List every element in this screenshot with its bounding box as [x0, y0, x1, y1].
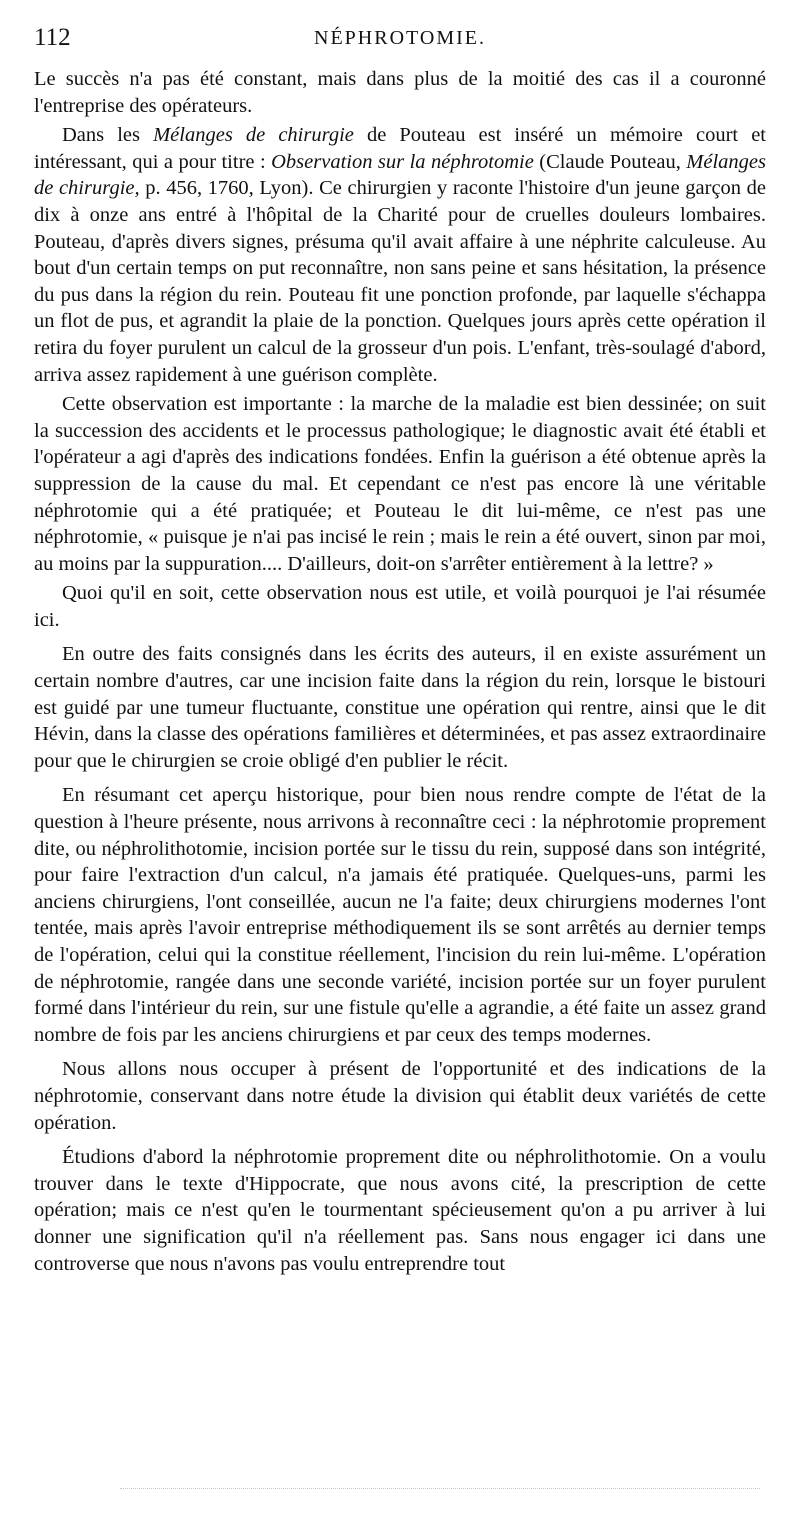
paragraph-en-outre: En outre des faits consignés dans les écrits des auteurs, il en existe assurément un certain nombre d'autres, car une incision faite dans la région du rein, lorsque le bistouri est guidé par une tumeur fluctuante, constitue une opération qui rentre, ainsi que le dit Hévin, dans la classe des opérations familières et déterminées, et pas assez extraordinaire pour que le chirurgien se croie obligé d'en publier le récit.: [34, 643, 767, 772]
page-number: 112: [34, 24, 71, 51]
body-text: [34, 66, 766, 1277]
italic-title: Observation sur la néphrotomie: [271, 150, 534, 173]
text-run: de Pouteau est inséré un mémoire court et intéressant, qui a pour titre :: [34, 124, 766, 173]
italic-title: Mélanges de chirurgie,: [34, 150, 766, 200]
running-title: NÉPHROTOMIE.: [314, 27, 486, 49]
paragraph-nous-allons: Nous allons nous occuper à présent de l'opportunité et des indications de la néphrotomie, conservant dans notre étude la division qui établit deux variétés de cette opération.: [34, 1058, 766, 1134]
text-run: (Claude Pouteau,: [533, 150, 687, 173]
paragraph-observation: Cette observation est importante : la marche de la maladie est bien dessinée; on suit la succession des accidents et le processus pathologique; le diagnostic avait été établi et l'opérateur a agi d'après des indications fondées. Enfin la guérison a été obtenue après la suppression de la cause du mal. Et cependant ce n'est pas encore là une véritable néphrotomie qui a été pratiquée; et Pouteau le dit lui-même, ce n'est pas une néphrotomie, « puisque je n'ai pas incisé le rein ; mais le rein a été ouvert, sinon par moi, au moins par la suppuration.... D'ailleurs, doit-on s'arrêter entièrement à la lettre? »: [34, 393, 766, 575]
paragraph-pouteau-memoire: [34, 122, 766, 388]
italic-title: Mélanges de chirurgie: [153, 124, 354, 147]
paragraph-continuation: Le succès n'a pas été constant, mais dans plus de la moitié des cas il a couronné l'entreprise des opérateurs.: [34, 68, 766, 117]
footer-rule: [120, 1488, 760, 1489]
page-header: [34, 24, 766, 58]
text-run: Dans les: [62, 124, 154, 147]
paragraph-quoi-qu-il: Quoi qu'il en soit, cette observation nous est utile, et voilà pourquoi je l'ai résumée ici.: [34, 582, 766, 631]
paragraph-etudions: Étudions d'abord la néphrotomie proprement dite ou néphrolithotomie. On a voulu trouver dans le texte d'Hippocrate, que nous avons cité, la prescription de cette opération; mais ce n'est qu'en le tourmentant spécieusement qu'on a pu arriver à lui donner une signification qu'il n'a réellement pas. Sans nous engager ici dans une controverse que nous n'avons pas voulu entreprendre tout: [34, 1146, 766, 1275]
paragraph-en-resumant: En résumant cet aperçu historique, pour bien nous rendre compte de l'état de la question à l'heure présente, nous arrivons à reconnaître ceci : la néphrotomie proprement dite, ou néphrolithotomie, incision portée sur le tissu du rein, supposé dans son intégrité, pour faire l'extraction d'un calcul, n'a jamais été pratiquée. Quelques-uns, parmi les anciens chirurgiens, l'ont conseillée, aucun ne l'a faite; deux chirurgiens modernes l'ont tentée, mais après l'avoir entreprise méthodiquement ils se sont arrêtés au dernier temps de l'opération, celui qui la constitue réellement, l'incision du rein lui-même. L'opération de néphrotomie, rangée dans une seconde variété, incision portée sur un foyer purulent formé dans l'intérieur du rein, sur une fistule qu'elle a agrandie, a été faite un assez grand nombre de fois par les anciens chirurgiens et par ceux des temps modernes.: [34, 784, 766, 1046]
text-run: p. 456, 1760, Lyon). Ce chirurgien y raconte l'histoire d'un jeune garçon de dix à onze ans entré à l'hôpital de la Charité pour de cruelles douleurs lombaires. Pouteau, d'après divers signes, présuma qu'il avait affaire à une néphrite calculeuse. Au bout d'un certain temps on put reconnaître, non sans peine et sans hésitation, la présence du pus dans la région du rein. Pouteau fit une ponction profonde, par laquelle s'échappa un flot de pus, et agrandit la plaie de la ponction. Quelques jours après cette opération il retira du foyer purulent un calcul de la grosseur d'un pois. L'enfant, très-soulagé d'abord, arriva assez rapidement à une guérison complète.: [34, 177, 766, 386]
